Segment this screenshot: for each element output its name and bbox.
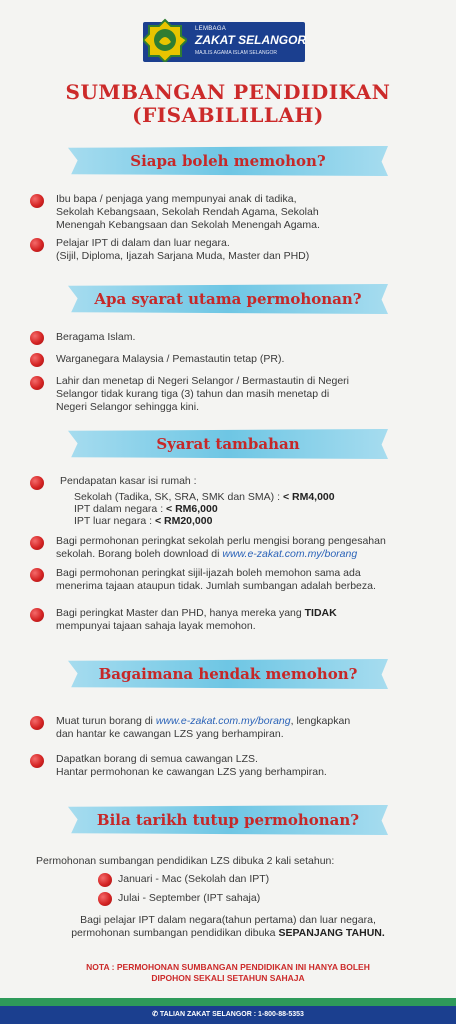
bullet-icon [30, 608, 44, 622]
school-form-line1: Bagi permohonan peringkat sekolah perlu mengisi borang pengesahan [56, 535, 386, 547]
bullet-icon [30, 238, 44, 252]
page-title-line1: SUMBANGAN PENDIDIKAN [65, 80, 391, 104]
who-item-1-line3: Menengah Kebangsaan dan Sekolah Menengah Agama. [56, 219, 320, 231]
nota-line2: DIPOHON SEKALI SETAHUN SAHAJA [151, 973, 305, 983]
footer-stripe [0, 998, 456, 1006]
bullet-icon [98, 873, 112, 887]
how-item-1-suffix: , lengkapkan [290, 715, 351, 727]
borang-link[interactable]: www.e-zakat.com.my/borang [222, 548, 358, 560]
income-row-ipt-local-value: < RM6,000 [166, 503, 218, 515]
cert-line2: menerima tajaan ataupun tidak. Jumlah sumbangan adalah berbeza. [56, 580, 376, 592]
main-req-item-3-line3: Negeri Selangor sehingga kini. [56, 401, 200, 413]
who-item-1-line1: Ibu bapa / penjaga yang mempunyai anak di tadika, [56, 193, 297, 205]
logo-subtitle: MAJLIS AGAMA ISLAM SELANGOR [195, 50, 277, 56]
bullet-icon [30, 754, 44, 768]
nota-line1: NOTA : PERMOHONAN SUMBANGAN PENDIDIKAN INI HANYA BOLEH [86, 962, 370, 972]
period-2: Julai - September (IPT sahaja) [118, 892, 261, 904]
footer-hotline[interactable] [0, 1007, 456, 1023]
logo-title: ZAKAT SELANGOR [195, 33, 307, 47]
period-1: Januari - Mac (Sekolah dan IPT) [118, 873, 270, 885]
when-note-line2 [0, 927, 456, 940]
footer-hotline-text: TALIAN ZAKAT SELANGOR : 1-800-88-5353 [159, 1011, 304, 1018]
when-intro: Permohonan sumbangan pendidikan LZS dibuka 2 kali setahun: [36, 855, 335, 867]
income-row-school-label: Sekolah (Tadika, SK, SRA, SMK dan SMA) : [74, 491, 281, 503]
who-item-2-line1: Pelajar IPT di dalam dan luar negara. [56, 237, 230, 249]
school-form-line2 [56, 548, 357, 561]
when-note-line1: Bagi pelajar IPT dalam negara(tahun pertama) dan luar negara, [80, 914, 376, 926]
how-item-2-line1: Dapatkan borang di semua cawangan LZS. [56, 753, 258, 765]
master-line1-prefix: Bagi peringkat Master dan PHD, hanya mereka yang [56, 607, 305, 619]
bullet-icon [30, 331, 44, 345]
section-heading-extra: Syarat tambahan [156, 435, 300, 453]
section-heading-how: Bagaimana hendak memohon? [98, 665, 358, 683]
who-item-2-line2: (Sijil, Diploma, Ijazah Sarjana Muda, Master dan PHD) [56, 250, 310, 262]
main-req-item-1: Beragama Islam. [56, 331, 136, 343]
income-label: Pendapatan kasar isi rumah : [60, 475, 197, 487]
who-item-1-line2: Sekolah Kebangsaan, Sekolah Rendah Agama, Sekolah [56, 206, 319, 218]
income-row-school-value: < RM4,000 [282, 491, 335, 503]
section-heading-when: Bila tarikh tutup permohonan? [96, 811, 360, 829]
how-item-2-line2: Hantar permohonan ke cawangan LZS yang berhampiran. [56, 766, 327, 778]
how-item-1-line2: dan hantar ke cawangan LZS yang berhampiran. [56, 728, 284, 740]
master-line2: mempunyai tajaan sahaja layak memohon. [56, 620, 256, 632]
zakat-logo-icon [143, 18, 187, 62]
bullet-icon [30, 476, 44, 490]
school-form-line2-prefix: sekolah. Borang boleh download di [56, 548, 223, 560]
bullet-icon [30, 716, 44, 730]
how-item-1-prefix: Muat turun borang di [56, 715, 156, 727]
section-heading-who: Siapa boleh memohon? [130, 152, 326, 170]
bullet-icon [30, 536, 44, 550]
bullet-icon [30, 353, 44, 367]
section-heading-main-req: Apa syarat utama permohonan? [94, 290, 362, 308]
master-line1-bold: TIDAK [304, 607, 337, 619]
when-note-line2-bold: SEPANJANG TAHUN. [278, 927, 385, 939]
cert-line1: Bagi permohonan peringkat sijil-ijazah boleh memohon sama ada [56, 567, 361, 579]
when-note-line2-prefix: permohonan sumbangan pendidikan dibuka [71, 927, 279, 939]
logo-small-text: LEMBAGA [195, 26, 227, 32]
how-item-1-line1 [56, 715, 350, 728]
phone-icon: ✆ [152, 1011, 158, 1018]
income-row-ipt-abroad-label: IPT luar negara : [74, 515, 153, 527]
bullet-icon [98, 892, 112, 906]
income-row-ipt-abroad-value: < RM20,000 [154, 515, 213, 527]
income-row-ipt-local-label: IPT dalam negara : [74, 503, 164, 515]
download-link[interactable]: www.e-zakat.com.my/borang [155, 715, 291, 727]
bullet-icon [30, 194, 44, 208]
main-req-item-2: Warganegara Malaysia / Pemastautin tetap (PR). [56, 353, 285, 365]
bullet-icon [30, 568, 44, 582]
main-req-item-3-line2: Selangor tidak kurang tiga (3) tahun dan masih menetap di [56, 388, 330, 400]
main-req-item-3-line1: Lahir dan menetap di Negeri Selangor / Bermastautin di Negeri [56, 375, 350, 387]
page-title-line2: (FISABILILLAH) [132, 103, 324, 127]
bullet-icon [30, 376, 44, 390]
master-line1 [56, 607, 337, 620]
income-row-ipt-abroad [74, 515, 212, 528]
